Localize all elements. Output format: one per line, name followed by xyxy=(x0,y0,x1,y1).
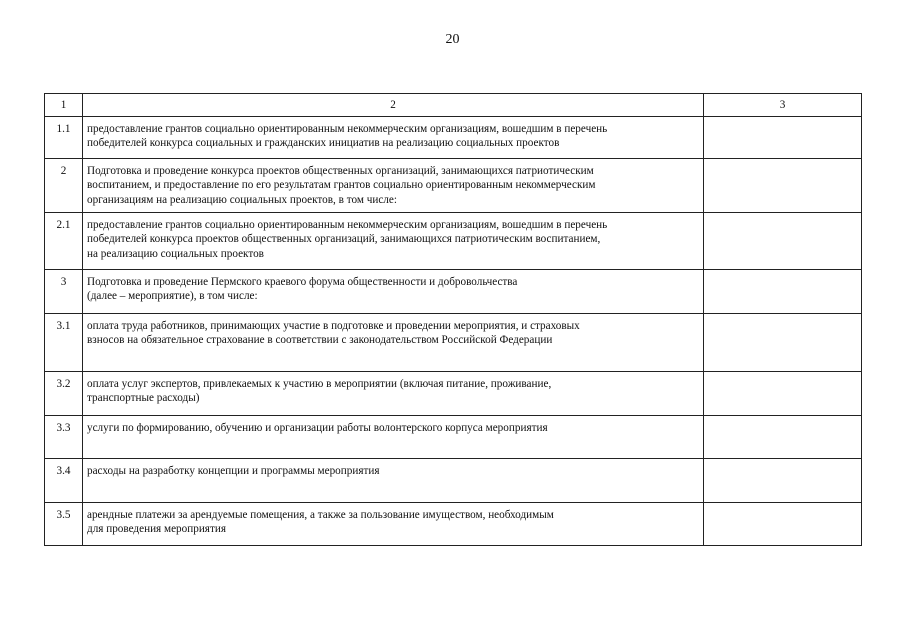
row-number: 3.1 xyxy=(45,313,83,371)
description-line: арендные платежи за арендуемые помещения, а также за пользование имуществом, необходимым xyxy=(87,508,554,521)
row-description xyxy=(83,415,704,458)
row-column-3 xyxy=(704,158,862,212)
table-body xyxy=(45,116,862,545)
row-number: 3.4 xyxy=(45,458,83,502)
description-line: оплата труда работников, принимающих участие в подготовке и проведении мероприятия, и страховых xyxy=(87,319,580,332)
table-row xyxy=(45,371,862,415)
row-column-3 xyxy=(704,415,862,458)
row-column-3 xyxy=(704,212,862,269)
description-line: на реализацию социальных проектов xyxy=(87,247,264,260)
description-line: (далее – мероприятие), в том числе: xyxy=(87,290,258,302)
description-line: Подготовка и проведение конкурса проектов общественных организаций, занимающихся патриотическим xyxy=(87,164,594,177)
description-line: транспортные расходы) xyxy=(87,392,200,404)
budget-table xyxy=(44,93,862,546)
table-header-row xyxy=(45,94,862,117)
table-row xyxy=(45,212,862,269)
description-line: организациям на реализацию социальных проектов, в том числе: xyxy=(87,193,397,206)
description-line: взносов на обязательное страхование в соответствии с законодательством Российской Федерации xyxy=(87,334,553,346)
table-row xyxy=(45,502,862,545)
row-description xyxy=(83,458,704,502)
description-line: для проведения мероприятия xyxy=(87,523,226,535)
description-line: предоставление грантов социально ориентированным некоммерческим организациям, вошедшим в перечень xyxy=(87,218,608,231)
row-number: 3.2 xyxy=(45,371,83,415)
table-row xyxy=(45,458,862,502)
row-description xyxy=(83,116,704,158)
description-line: оплата услуг экспертов, привлекаемых к участию в мероприятии (включая питание, проживание, xyxy=(87,377,552,390)
header-col-1: 1 xyxy=(45,94,83,117)
table-row xyxy=(45,158,862,212)
description-line: предоставление грантов социально ориентированным некоммерческим организациям, вошедшим в перечень xyxy=(87,122,608,135)
row-description xyxy=(83,212,704,269)
row-description xyxy=(83,502,704,545)
description-line: Подготовка и проведение Пермского краевого форума общественности и добровольчества xyxy=(87,275,518,288)
table-row xyxy=(45,415,862,458)
header-col-3: 3 xyxy=(704,94,862,117)
description-line: расходы на разработку концепции и программы мероприятия xyxy=(87,464,380,477)
row-number: 3 xyxy=(45,269,83,313)
row-column-3 xyxy=(704,371,862,415)
row-column-3 xyxy=(704,458,862,502)
row-column-3 xyxy=(704,313,862,371)
description-line: воспитанием, и предоставление по его результатам грантов социально ориентированным некоммерческим xyxy=(87,179,596,191)
description-line: победителей конкурса проектов общественных организаций, занимающихся патриотическим воспитанием, xyxy=(87,233,601,245)
row-number: 3.3 xyxy=(45,415,83,458)
row-number: 3.5 xyxy=(45,502,83,545)
description-line: победителей конкурса социальных и гражданских инициатив на реализацию социальных проектов xyxy=(87,137,560,149)
page-number: 20 xyxy=(445,32,460,47)
row-number: 2 xyxy=(45,158,83,212)
description-line: услуги по формированию, обучению и организации работы волонтерского корпуса мероприятия xyxy=(87,421,548,434)
row-column-3 xyxy=(704,502,862,545)
table-row xyxy=(45,313,862,371)
header-col-2: 2 xyxy=(83,94,704,117)
row-number: 2.1 xyxy=(45,212,83,269)
row-description xyxy=(83,313,704,371)
table-row xyxy=(45,116,862,158)
row-column-3 xyxy=(704,116,862,158)
row-description xyxy=(83,158,704,212)
row-description xyxy=(83,371,704,415)
row-column-3 xyxy=(704,269,862,313)
table-row xyxy=(45,269,862,313)
row-number: 1.1 xyxy=(45,116,83,158)
row-description xyxy=(83,269,704,313)
